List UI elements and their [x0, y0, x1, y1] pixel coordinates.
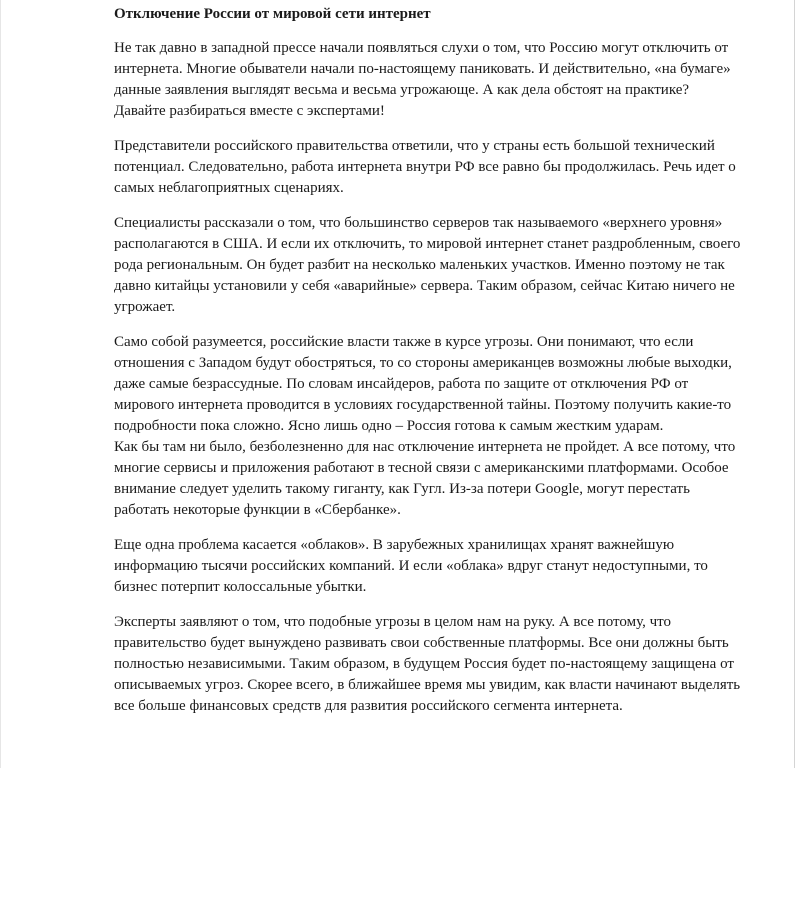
- document-body: [114, 4, 744, 731]
- paragraph-3: Специалисты рассказали о том, что большинство серверов так называемого «верхнего уровня» располагаются в США. И если их отключить, то мировой интернет станет раздробленным, своего рода региональным. Он будет разбит на несколько маленьких участков. Именно поэтому не так давно китайцы установили у себя «аварийные» сервера. Таким образом, сейчас Китаю ничего не угрожает.: [114, 215, 741, 315]
- paragraph-1: Не так давно в западной прессе начали появляться слухи о том, что Россию могут отключить от интернета. Многие обыватели начали по-настоящему паниковать. И действительно, «на бумаге» данные заявления выглядят весьма и весьма угрожающе. А как дела обстоят на практике? Давайте разбираться вместе с экспертами!: [114, 40, 731, 119]
- document-title: Отключение России от мировой сети интернет: [114, 6, 431, 22]
- paragraph-2: Представители российского правительства ответили, что у страны есть большой технический потенциал. Следовательно, работа интернета внутри РФ все равно бы продолжилась. Речь идет о самых неблагоприятных сценариях.: [114, 138, 736, 196]
- paragraph-5: Как бы там ни было, безболезненно для нас отключение интернета не пройдет. А все потому, что многие сервисы и приложения работают в тесной связи с американскими платформами. Особое внимание следует уделить такому гиганту, как Гугл. Из-за потери Google, могут перестать работать некоторые функции в «Сбербанке».: [114, 439, 736, 518]
- paragraph-7: Эксперты заявляют о том, что подобные угрозы в целом нам на руку. А все потому, что правительство будет вынуждено развивать свои собственные платформы. Все они должны быть полностью независимыми. Таким образом, в будущем Россия будет по-настоящему защищена от описываемых угроз. Скорее всего, в ближайшее время мы увидим, как власти начинают выделять все больше финансовых средств для развития российского сегмента интернета.: [114, 614, 741, 714]
- paragraph-6: Еще одна проблема касается «облаков». В зарубежных хранилищах хранят важнейшую информацию тысячи российских компаний. И если «облака» вдруг станут недоступными, то бизнес потерпит колоссальные убытки.: [114, 537, 708, 595]
- paragraph-4: Само собой разумеется, российские власти также в курсе угрозы. Они понимают, что если отношения с Западом будут обостряться, то со стороны американцев возможны любые выходки, даже самые безрассудные. По словам инсайдеров, работа по защите от отключения РФ от мирового интернета проводится в условиях государственной тайны. Поэтому получить какие-то подробности пока сложно. Ясно лишь одно – Россия готова к самым жестким ударам.: [114, 334, 732, 434]
